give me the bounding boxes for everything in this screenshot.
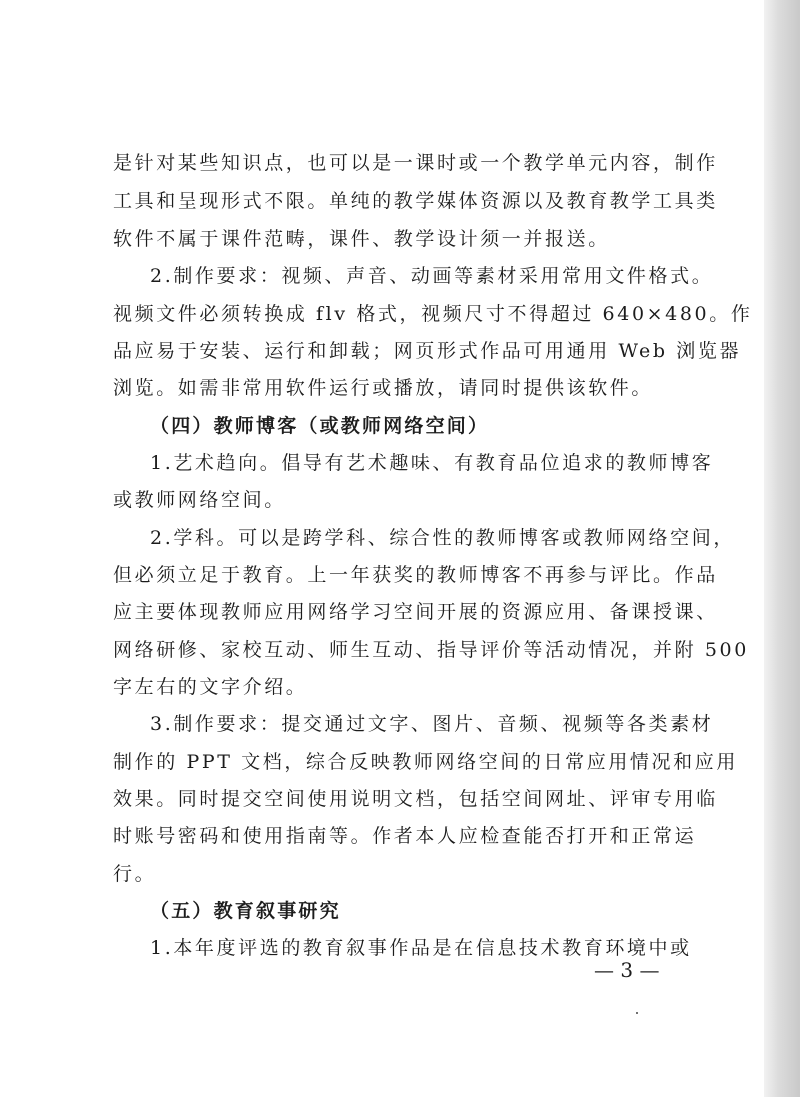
text-line: 行。 bbox=[113, 863, 157, 885]
text-line: 字左右的文字介绍。 bbox=[113, 676, 308, 698]
scan-speck bbox=[636, 1012, 638, 1014]
scan-edge-shadow bbox=[764, 0, 800, 1097]
section-heading-5: （五）教育叙事研究 bbox=[150, 900, 341, 922]
text-line: 1.本年度评选的教育叙事作品是在信息技术教育环境中或 bbox=[150, 937, 692, 959]
text-line: 效果。同时提交空间使用说明文档，包括空间网址、评审专用临 bbox=[113, 788, 718, 810]
text-line: 软件不属于课件范畴，课件、教学设计须一并报送。 bbox=[113, 228, 610, 250]
text-line: 浏览。如需非常用软件运行或播放，请同时提供该软件。 bbox=[113, 377, 654, 399]
page-number: — 3 — bbox=[594, 958, 660, 982]
text-line: 工具和呈现形式不限。单纯的教学媒体资源以及教育教学工具类 bbox=[113, 190, 718, 212]
text-line: 是针对某些知识点，也可以是一课时或一个教学单元内容，制作 bbox=[113, 152, 718, 174]
text-line: 时账号密码和使用指南等。作者本人应检查能否打开和正常运 bbox=[113, 825, 697, 847]
text-line: 1.艺术趋向。倡导有艺术趣味、有教育品位追求的教师博客 bbox=[150, 452, 714, 474]
text-line: 2.制作要求：视频、声音、动画等素材采用常用文件格式。 bbox=[150, 265, 714, 287]
text-line: 品应易于安装、运行和卸载；网页形式作品可用通用 Web 浏览器 bbox=[113, 340, 742, 362]
text-line: 网络研修、家校互动、师生互动、指导评价等活动情况，并附 500 bbox=[113, 639, 749, 661]
text-line: 应主要体现教师应用网络学习空间开展的资源应用、备课授课、 bbox=[113, 601, 718, 623]
section-heading-4: （四）教师博客（或教师网络空间） bbox=[150, 415, 490, 437]
text-line: 制作的 PPT 文档，综合反映教师网络空间的日常应用情况和应用 bbox=[113, 751, 738, 773]
text-line: 但必须立足于教育。上一年获奖的教师博客不再参与评比。作品 bbox=[113, 564, 718, 586]
text-line: 3.制作要求：提交通过文字、图片、音频、视频等各类素材 bbox=[150, 713, 714, 735]
text-line: 视频文件必须转换成 flv 格式，视频尺寸不得超过 640×480。作 bbox=[113, 303, 753, 325]
text-line: 2.学科。可以是跨学科、综合性的教师博客或教师网络空间， bbox=[150, 527, 735, 549]
text-line: 或教师网络空间。 bbox=[113, 489, 286, 511]
